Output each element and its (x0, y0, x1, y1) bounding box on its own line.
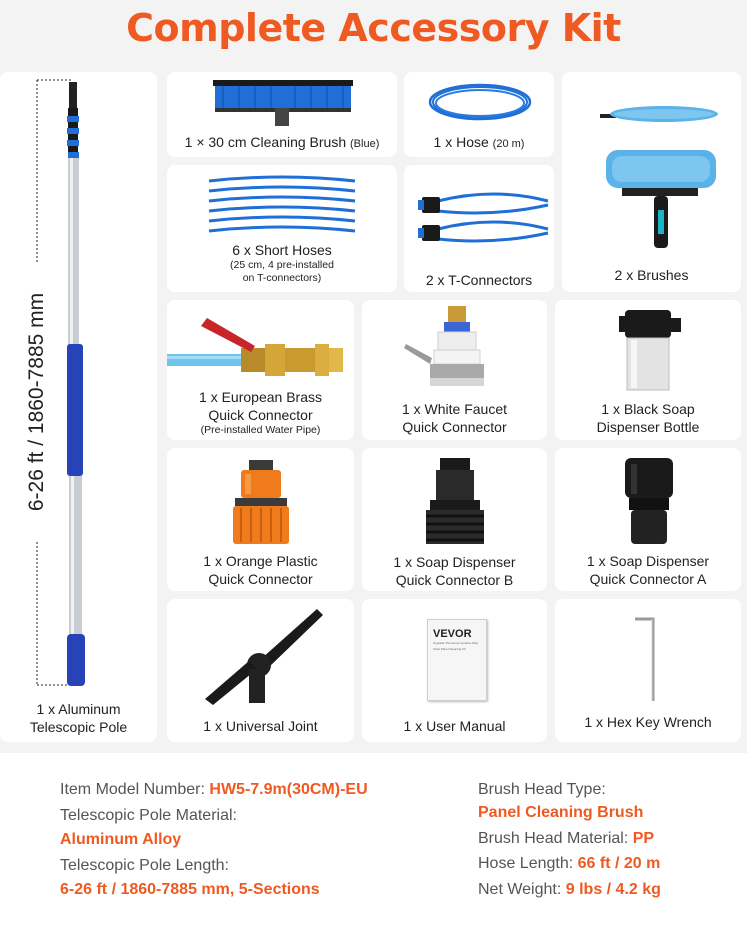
brass-caption (167, 388, 354, 437)
hose-card (404, 72, 554, 157)
spec-model (60, 780, 368, 800)
brass-line2: Quick Connector (208, 407, 313, 423)
joint-card (167, 599, 354, 742)
spec-weight-label: Net Weight: (478, 881, 566, 898)
short-hoses-sub1: (25 cm, 4 pre-installed (230, 259, 334, 271)
soap-bottle-caption (555, 400, 741, 436)
spec-weight (478, 880, 661, 900)
spec-pole-length-label: Telescopic Pole Length: (60, 857, 229, 874)
spec-weight-value: 9 lbs / 4.2 kg (565, 881, 661, 898)
brush30-caption (167, 133, 397, 153)
microfiber-brushes-image (600, 96, 722, 256)
specs-panel (0, 753, 747, 928)
brush30-color: (Blue) (350, 138, 380, 150)
user-manual-image (427, 619, 487, 701)
soap-b-line2: Quick Connector B (395, 572, 514, 588)
faucet-card (362, 300, 547, 440)
soap-bottle-image (615, 306, 685, 392)
faucet-line2: Quick Connector (402, 419, 507, 435)
faucet-line1: 1 x White Faucet (401, 401, 508, 417)
pole-caption-line2: Telescopic Pole (29, 719, 128, 735)
soap-connector-a-image (619, 456, 679, 546)
spec-model-value: HW5-7.9m(30CM)-EU (209, 781, 368, 798)
hose-caption (404, 133, 554, 153)
tconn-card (404, 165, 554, 292)
manual-brand: VEVOR (433, 628, 472, 640)
soap-b-caption (362, 553, 547, 589)
brushes-card (562, 72, 741, 292)
telescopic-pole-image (0, 72, 157, 692)
orange-line2: Quick Connector (208, 571, 313, 587)
spec-head-type-value: Panel Cleaning Brush (478, 804, 644, 821)
short-hoses-label: 6 x Short Hoses (232, 242, 332, 258)
cleaning-brush-image (209, 78, 357, 128)
orange-caption (167, 552, 354, 588)
hex-key-image (633, 615, 663, 705)
short-hoses-card (167, 165, 397, 292)
faucet-connector-image (402, 304, 512, 394)
t-connectors-image (416, 187, 550, 251)
brass-card (167, 300, 354, 440)
soap-bottle-line1: 1 x Black Soap (601, 401, 695, 417)
orange-connector-image (229, 458, 293, 548)
hex-card (555, 599, 741, 742)
spec-hose-length-value: 66 ft / 20 m (577, 855, 661, 872)
hose-coil-image (426, 80, 534, 128)
brass-sub: (Pre-installed Water Pipe) (200, 424, 321, 436)
faucet-caption (362, 400, 547, 436)
pole-caption (0, 700, 157, 736)
page-title: Complete Accessory Kit (126, 6, 621, 50)
spec-head-material (478, 829, 654, 849)
manual-subtitle: Solar Panel Cleaning Kit (433, 647, 466, 651)
short-hoses-caption (167, 241, 397, 285)
manual-card (362, 599, 547, 742)
spec-head-type-label: Brush Head Type: (478, 781, 606, 798)
orange-line1: 1 x Orange Plastic (203, 553, 318, 569)
tconn-label: 2 x T-Connectors (425, 272, 533, 288)
manual-label: 1 x User Manual (403, 718, 506, 734)
hose-label: 1 x Hose (433, 134, 489, 150)
short-hoses-image (207, 171, 357, 237)
short-hoses-sub2: on T-connectors) (242, 272, 322, 284)
spec-pole-length-value: 6-26 ft / 1860-7885 mm, 5-Sections (60, 881, 320, 898)
soap-b-card (362, 448, 547, 591)
pole-card (0, 72, 157, 742)
soap-a-line1: 1 x Soap Dispenser (586, 553, 710, 569)
soap-a-caption (555, 552, 741, 588)
manual-tagline: Upgrade The Home Creative Way (433, 641, 479, 645)
brass-line1: 1 x European Brass (199, 389, 322, 405)
spec-pole-material-label: Telescopic Pole Material: (60, 807, 237, 824)
spec-model-label: Item Model Number: (60, 781, 210, 798)
hose-length: (20 m) (492, 138, 525, 150)
universal-joint-image (197, 603, 327, 707)
pole-caption-line1: 1 x Aluminum (36, 701, 121, 717)
hex-label: 1 x Hex Key Wrench (584, 714, 712, 730)
pole-dimension-label: 6-26 ft / 1860-7885 mm (25, 292, 48, 512)
joint-label: 1 x Universal Joint (203, 718, 318, 734)
soap-a-card (555, 448, 741, 591)
spec-head-material-label: Brush Head Material: (478, 830, 633, 847)
orange-card (167, 448, 354, 591)
spec-pole-material-value: Aluminum Alloy (60, 831, 182, 848)
soap-connector-b-image (420, 456, 490, 546)
spec-hose-length (478, 854, 660, 874)
soap-bottle-line2: Dispenser Bottle (596, 419, 700, 435)
brush30-label: 1 × 30 cm Cleaning Brush (184, 134, 347, 150)
spec-head-material-value: PP (632, 830, 655, 847)
soap-bottle-card (555, 300, 741, 440)
brushes-label: 2 x Brushes (614, 267, 689, 283)
spec-hose-length-label: Hose Length: (478, 855, 578, 872)
brass-connector-image (167, 312, 347, 382)
soap-b-line1: 1 x Soap Dispenser (393, 554, 516, 570)
brush30-card (167, 72, 397, 157)
soap-a-line2: Quick Connector A (589, 571, 707, 587)
